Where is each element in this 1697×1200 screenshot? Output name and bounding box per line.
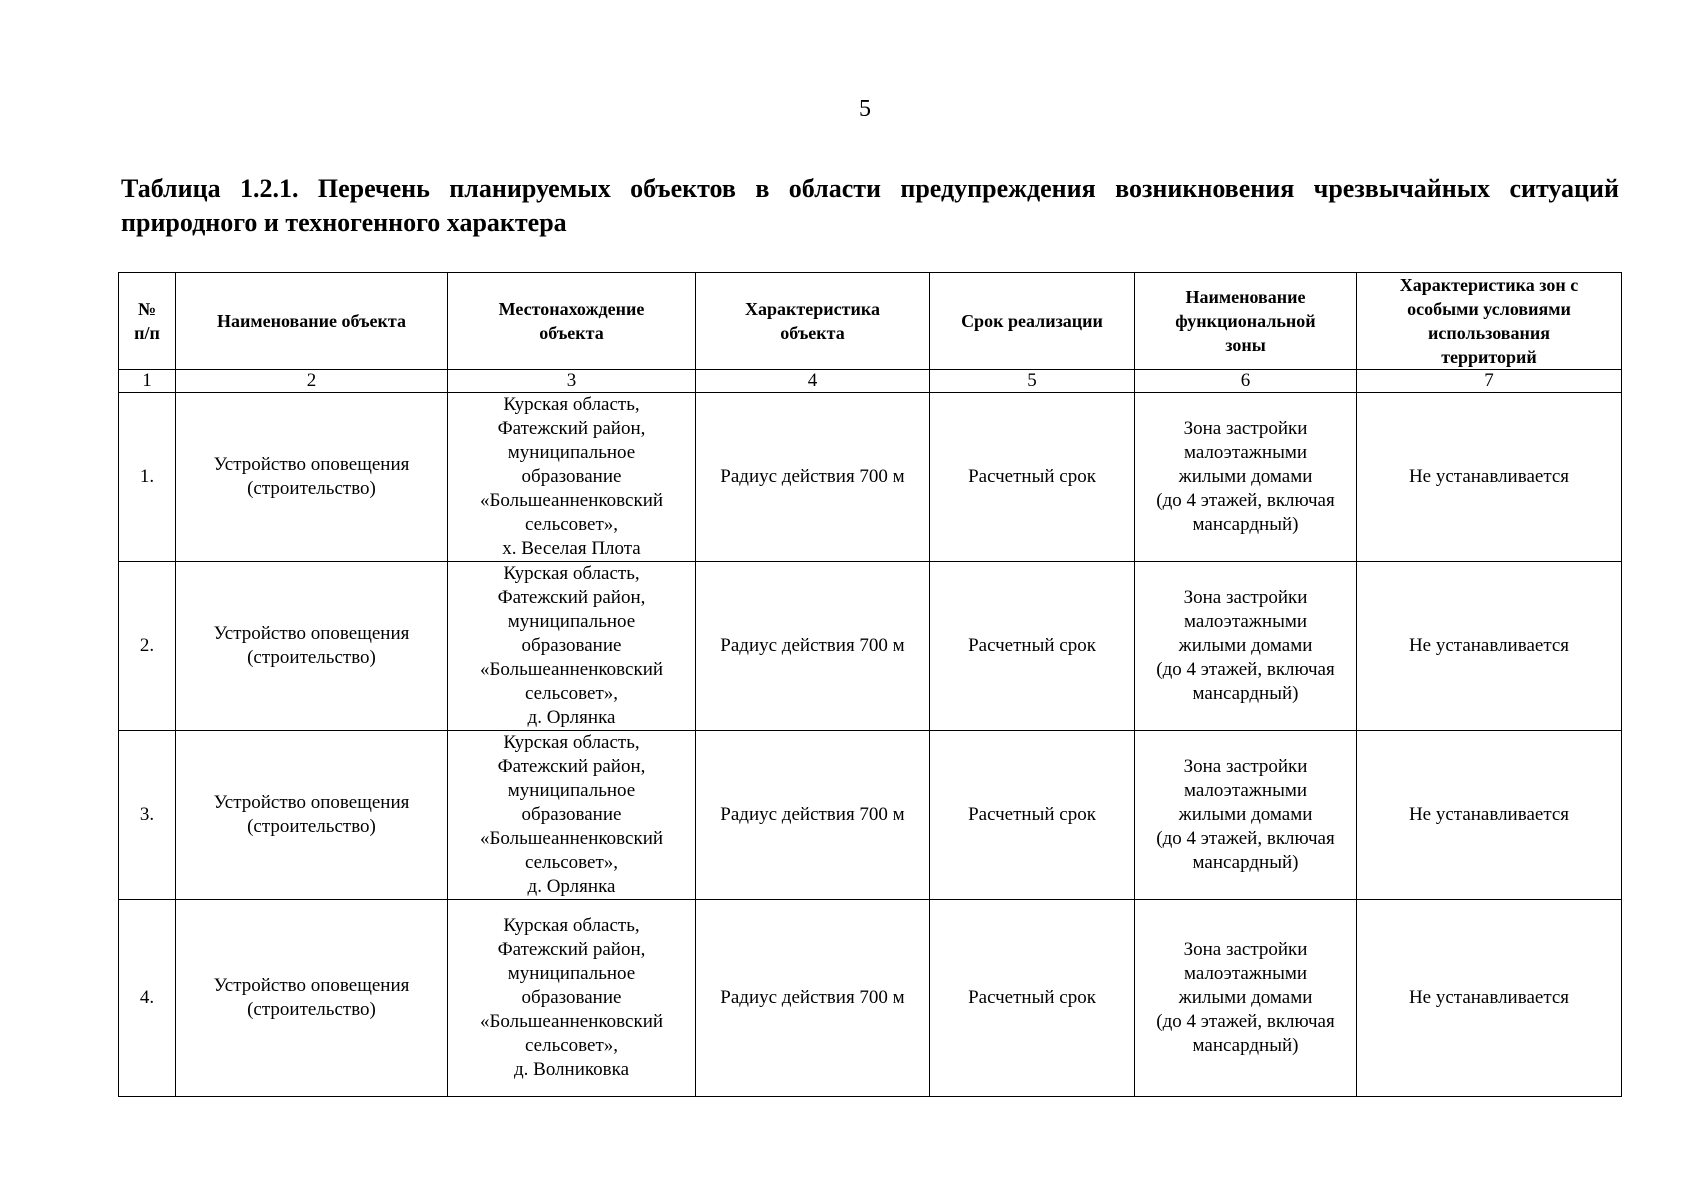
implementation-term: Расчетный срок [930,900,1135,1097]
header-cell: Местонахождение объекта [448,273,696,370]
object-location: Курская область, Фатежский район, муниципальное образование «Большеанненковский сельсовет», д. Орлянка [448,731,696,900]
object-name: Устройство оповещения (строительство) [176,393,448,562]
column-number: 7 [1357,370,1622,393]
object-name: Устройство оповещения (строительство) [176,731,448,900]
column-number: 3 [448,370,696,393]
functional-zone: Зона застройки малоэтажными жилыми домами (до 4 этажей, включая мансардный) [1135,562,1357,731]
object-location: Курская область, Фатежский район, муниципальное образование «Большеанненковский сельсовет», х. Веселая Плота [448,393,696,562]
object-location: Курская область, Фатежский район, муниципальное образование «Большеанненковский сельсовет», д. Волниковка [448,900,696,1097]
object-characteristic: Радиус действия 700 м [696,393,930,562]
implementation-term: Расчетный срок [930,731,1135,900]
object-characteristic: Радиус действия 700 м [696,731,930,900]
column-number: 1 [119,370,176,393]
object-location: Курская область, Фатежский район, муниципальное образование «Большеанненковский сельсовет», д. Орлянка [448,562,696,731]
functional-zone: Зона застройки малоэтажными жилыми домами (до 4 этажей, включая мансардный) [1135,900,1357,1097]
header-cell: № п/п [119,273,176,370]
implementation-term: Расчетный срок [930,393,1135,562]
object-name: Устройство оповещения (строительство) [176,562,448,731]
column-number: 6 [1135,370,1357,393]
column-number: 5 [930,370,1135,393]
functional-zone: Зона застройки малоэтажными жилыми домами (до 4 этажей, включая мансардный) [1135,393,1357,562]
row-number: 1. [119,393,176,562]
special-zone-characteristic: Не устанавливается [1357,393,1622,562]
page-number: 5 [859,96,871,122]
table-row [119,393,1622,562]
special-zone-characteristic: Не устанавливается [1357,900,1622,1097]
functional-zone: Зона застройки малоэтажными жилыми домами (до 4 этажей, включая мансардный) [1135,731,1357,900]
table-title: Таблица 1.2.1. Перечень планируемых объектов в области предупреждения возникновения чрезвычайных ситуаций природного и техногенного характера [121,174,1619,237]
header-cell: Наименование функциональной зоны [1135,273,1357,370]
object-characteristic: Радиус действия 700 м [696,900,930,1097]
header-cell: Характеристика зон с особыми условиями использования территорий [1357,273,1622,370]
row-number: 4. [119,900,176,1097]
header-cell: Наименование объекта [176,273,448,370]
column-number: 4 [696,370,930,393]
row-number: 2. [119,562,176,731]
special-zone-characteristic: Не устанавливается [1357,731,1622,900]
table-row [119,562,1622,731]
object-name: Устройство оповещения (строительство) [176,900,448,1097]
table-row [119,731,1622,900]
object-characteristic: Радиус действия 700 м [696,562,930,731]
objects-table [118,272,1622,1097]
header-row [119,273,1622,370]
row-number: 3. [119,731,176,900]
header-cell: Срок реализации [930,273,1135,370]
column-number: 2 [176,370,448,393]
table-row [119,900,1622,1097]
special-zone-characteristic: Не устанавливается [1357,562,1622,731]
column-number-row [119,370,1622,393]
implementation-term: Расчетный срок [930,562,1135,731]
header-cell: Характеристика объекта [696,273,930,370]
